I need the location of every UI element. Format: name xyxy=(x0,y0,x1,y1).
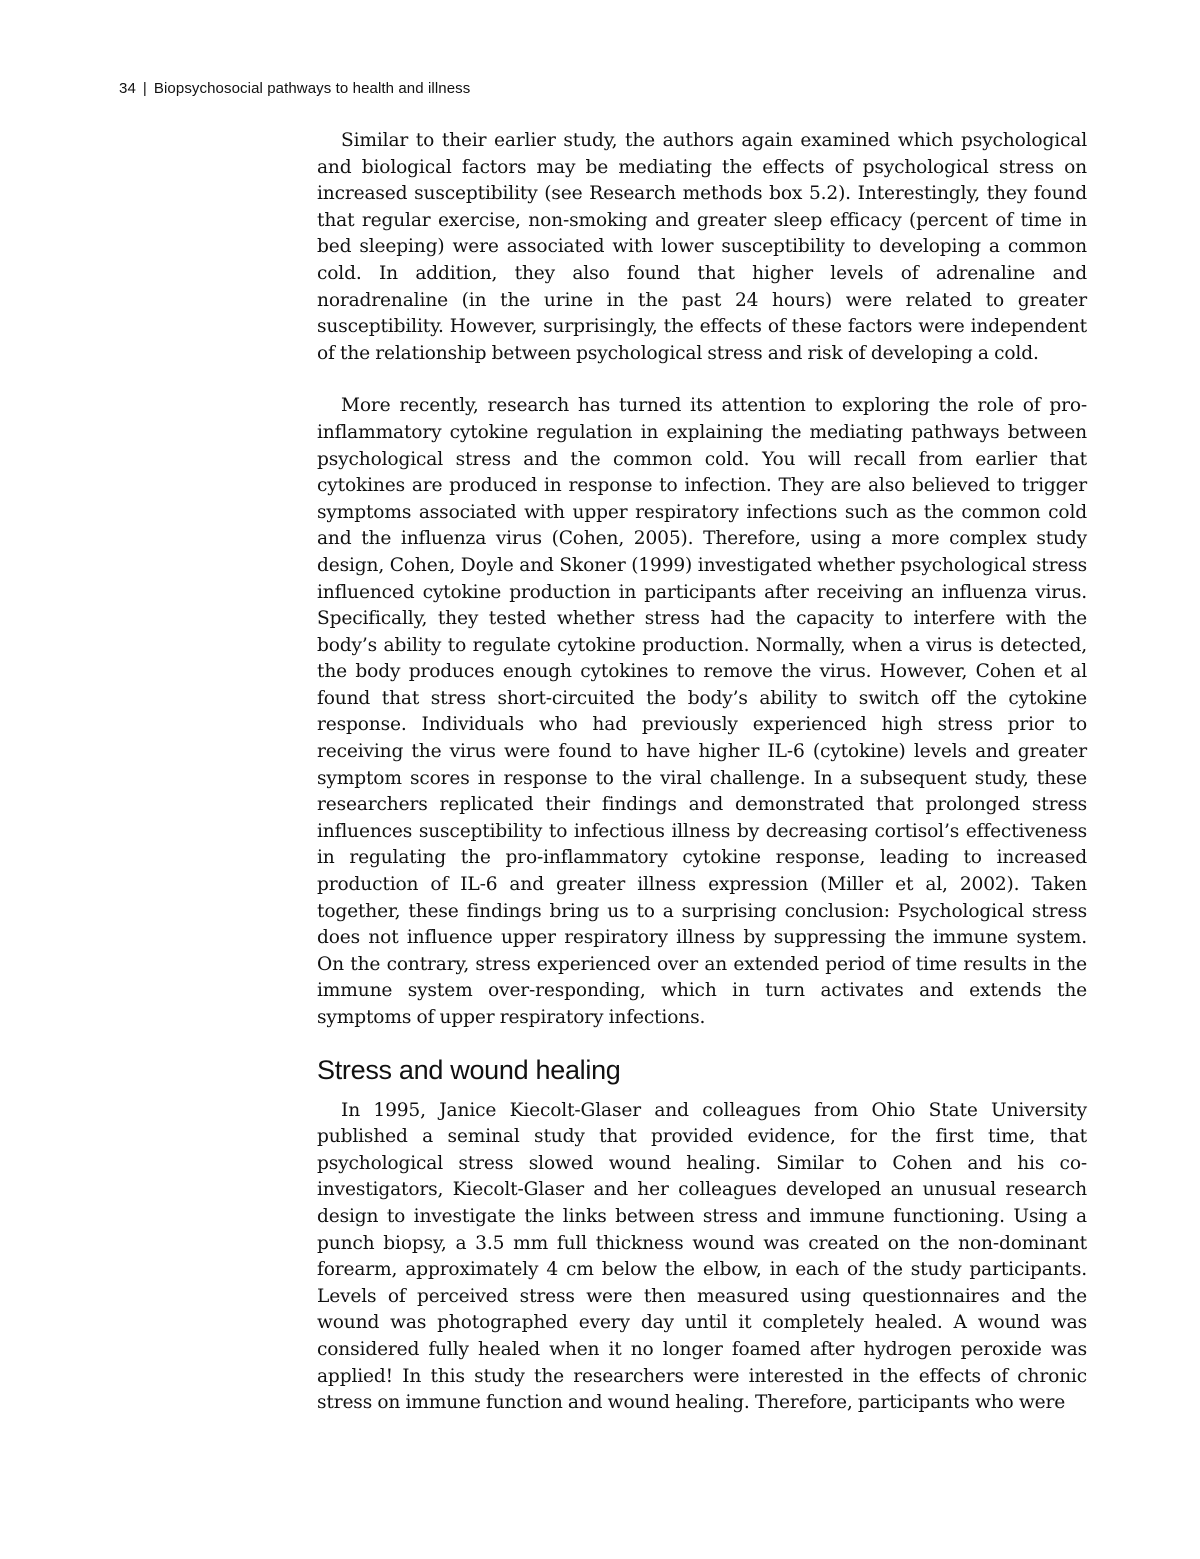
paragraph-mediating-factors: Similar to their earlier study, the authors again examined which psychological and biological factors may be mediating the effects of psychological stress on increased susceptibility (see Research methods box 5.2). Interestingly, they found that regular exercise, non-smoking and greater sleep efficacy (percent of time in bed sleeping) were associated with lower susceptibility to developing a common cold. In addition, they also found that higher levels of adrenaline and noradrenaline (in the urine in the past 24 hours) were related to greater susceptibility. However, surprisingly, the effects of these factors were independent of the relationship between psychological stress and risk of developing a cold. xyxy=(317,130,1087,364)
header-separator: | xyxy=(142,80,147,97)
paragraph-wound-healing: In 1995, Janice Kiecolt-Glaser and colleagues from Ohio State University published a seminal study that provided evidence, for the first time, that psychological stress slowed wound healing. Similar to Cohen and his co-investigators, Kiecolt-Glaser and her colleagues developed an unusual research design to investigate the links between stress and immune functioning. Using a punch biopsy, a 3.5 mm full thickness wound was created on the non-dominant forearm, approximately 4 cm below the elbow, in each of the study participants. Levels of perceived stress were then measured using questionnaires and the wound was photographed every day until it completely healed. A wound was considered fully healed when it no longer foamed after hydrogen peroxide was applied! In this study the researchers were interested in the effects of chronic stress on immune function and wound healing. Therefore, participants who were xyxy=(317,1099,1087,1414)
section-heading: Stress and wound healing xyxy=(317,1054,621,1085)
body-text-column xyxy=(317,128,1087,1417)
running-head xyxy=(119,80,470,97)
chapter-title: Biopsychosocial pathways to health and illness xyxy=(153,80,471,97)
page-number: 34 xyxy=(119,80,136,97)
paragraph-cytokine-regulation: More recently, research has turned its attention to exploring the role of pro-inflammatory cytokine regulation in explaining the mediating pathways between psychological stress and the common cold. You will recall from earlier that cytokines are produced in response to infection. They are also believed to trigger symptoms associated with upper respiratory infections such as the common cold and the influenza virus (Cohen, 2005). Therefore, using a more complex study design, Cohen, Doyle and Skoner (1999) investigated whether psychological stress influenced cytokine production in participants after receiving an influenza virus. Specifically, they tested whether stress had the capacity to interfere with the body’s ability to regulate cytokine production. Normally, when a virus is detected, the body produces enough cytokines to remove the virus. However, Cohen et al found that stress short-circuited the body’s ability to switch off the cytokine response. Individuals who had previously experienced high stress prior to receiving the virus were found to have higher IL-6 (cytokine) levels and greater symptom scores in response to the viral challenge. In a subsequent study, these researchers replicated their findings and demonstrated that prolonged stress influences susceptibility to infectious illness by decreasing cortisol’s effectiveness in regulating the pro-inflammatory cytokine response, leading to increased production of IL-6 and greater illness expression (Miller et al, 2002). Taken together, these findings bring us to a surprising conclusion: Psychological stress does not influence upper respiratory illness by suppressing the immune system. On the contrary, stress experienced over an extended period of time results in the immune system over-responding, which in turn activates and extends the symptoms of upper respiratory infections. xyxy=(317,395,1087,1028)
